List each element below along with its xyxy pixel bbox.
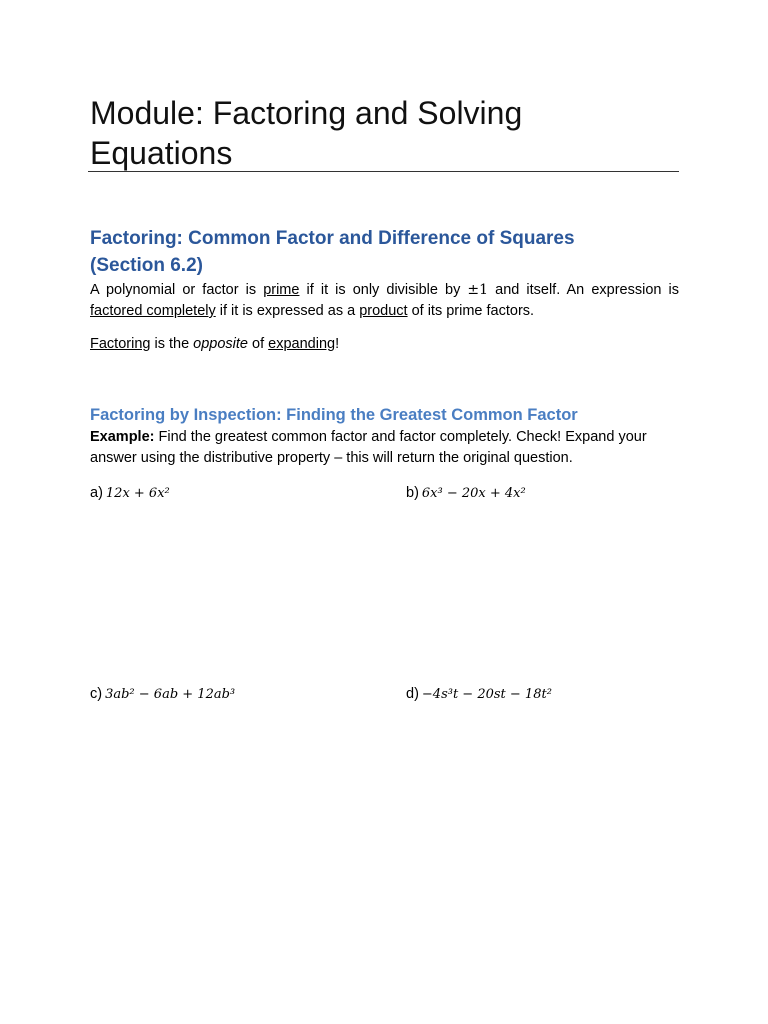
problem-a (90, 483, 170, 504)
text-run: ! (335, 336, 340, 352)
term-opposite: opposite (193, 336, 248, 352)
problem-label: c) (90, 686, 103, 702)
term-factored-completely: factored completely (90, 303, 216, 319)
module-title (90, 93, 679, 173)
problem-label: d) (406, 686, 419, 702)
problem-expression: 12x + 6x² (105, 486, 170, 501)
problem-b (406, 483, 526, 504)
section-heading (90, 225, 679, 279)
module-title-line-1: Module: Factoring and Solving (90, 95, 523, 131)
section-heading-line-1: Factoring: Common Factor and Difference of Squares (90, 228, 575, 249)
problem-expression: 6x³ − 20x + 4x² (421, 486, 526, 501)
subsection-heading: Factoring by Inspection: Finding the Greatest Common Factor (90, 406, 578, 424)
problem-c (90, 684, 235, 705)
problem-label: a) (90, 485, 103, 501)
term-factoring: Factoring (90, 336, 151, 352)
example-text: Find the greatest common factor and factor completely. Check! Expand your answer using the distributive property – this will return the original question. (90, 429, 647, 466)
problem-expression: 3ab² − 6ab + 12ab³ (105, 687, 236, 702)
text-run: if it is only divisible by (299, 282, 468, 298)
module-title-line-2: Equations (90, 135, 233, 171)
text-run: if it is expressed as a (215, 303, 360, 319)
text-run: of its prime factors. (407, 303, 535, 319)
text-run: A polynomial or factor is (90, 282, 264, 298)
example-label: Example: (90, 429, 155, 445)
title-divider (88, 171, 679, 172)
text-run: of (248, 336, 269, 352)
term-prime: prime (263, 282, 300, 298)
term-expanding: expanding (268, 336, 336, 352)
factoring-opposite-paragraph (90, 334, 679, 355)
problem-expression: −4s³t − 20st − 18t² (421, 687, 552, 702)
term-product: product (359, 303, 408, 319)
example-paragraph (90, 427, 679, 469)
section-heading-line-2: (Section 6.2) (90, 255, 203, 276)
plus-minus-one: ±1 (467, 282, 489, 298)
prime-definition-paragraph (90, 280, 679, 322)
problem-d (406, 684, 552, 705)
document-page (90, 0, 679, 1024)
text-run: is the (150, 336, 194, 352)
problem-label: b) (406, 485, 419, 501)
text-run: and itself. An expression is (488, 282, 679, 298)
